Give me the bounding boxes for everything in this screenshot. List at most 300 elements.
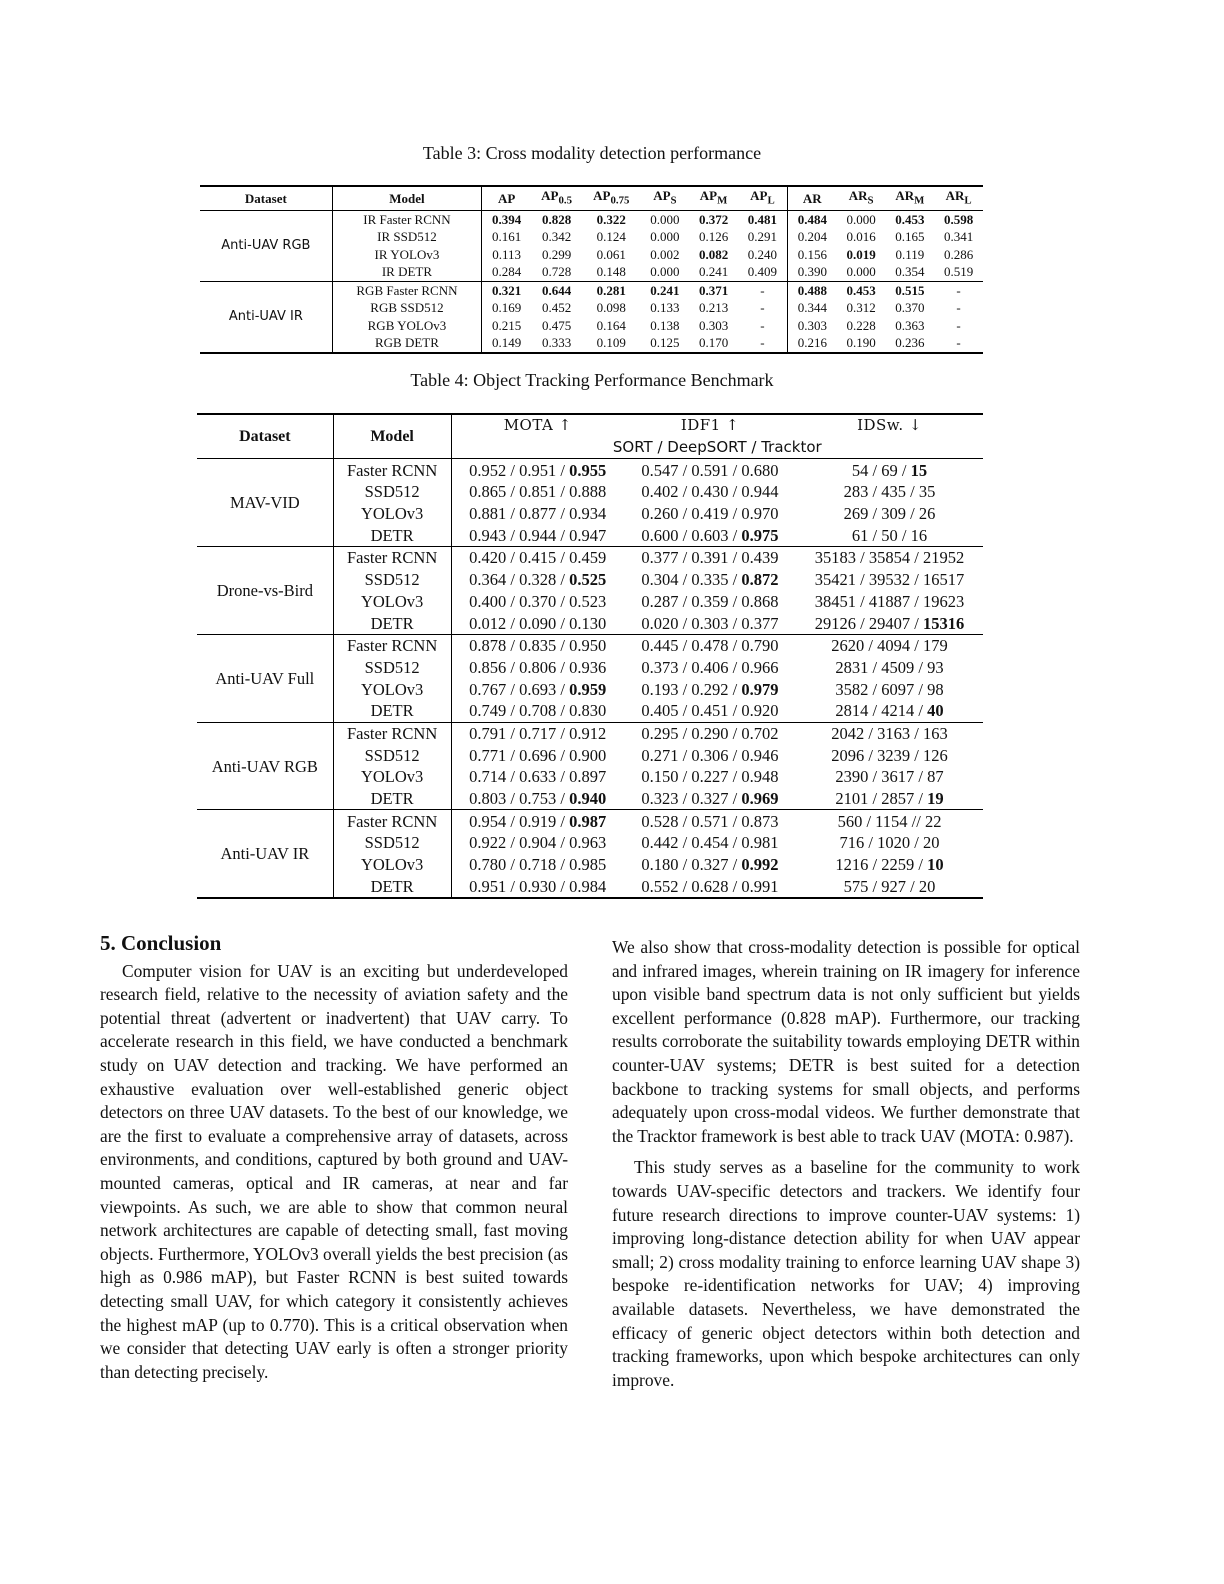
t4-idsw-cell: 29126 / 29407 / 15316	[814, 613, 965, 633]
t4-dataset-cell: Drone-vs-Bird	[197, 547, 333, 635]
metric-value: 0.717	[519, 723, 557, 743]
metric-value: 0.130	[569, 613, 607, 633]
t4-header-mota: MOTA ↑	[503, 416, 572, 435]
metric-value: 0.888	[569, 482, 607, 502]
t3-dataset-cell: Anti-UAV RGB	[200, 210, 332, 281]
t3-value-cell: -	[956, 300, 961, 316]
t4-model-cell: SSD512	[333, 832, 451, 854]
t4-model-cell: DETR	[333, 612, 451, 634]
metric-value: 0.400	[469, 591, 507, 611]
t3-header-model: Model	[332, 186, 481, 210]
metric-value: 2831	[835, 657, 869, 677]
t4-model-cell: Faster RCNN	[333, 459, 451, 481]
t4-idf1-cell: 0.402 / 0.430 / 0.944	[641, 482, 779, 502]
t3-value-cell: 0.598	[934, 210, 983, 228]
metric-value: 2259	[881, 855, 915, 875]
t4-model-cell: SSD512	[333, 481, 451, 503]
metric-value: 0.303	[691, 613, 729, 633]
metric-value: 0.791	[469, 723, 507, 743]
t4-idf1-cell: 0.193 / 0.292 / 0.979	[641, 679, 779, 699]
metric-value: 0.881	[469, 504, 507, 524]
t3-value-cell: -	[934, 281, 983, 299]
t3-value-cell: 0.000	[650, 229, 680, 245]
t3-value-cell: 0.291	[738, 228, 787, 246]
t4-idsw-cell: 560 / 1154 // 22	[796, 810, 983, 832]
metric-value: 0.951	[519, 460, 557, 480]
metric-value: 0.981	[741, 833, 779, 853]
metric-value: 716	[839, 833, 865, 853]
metric-value: 0.328	[519, 570, 557, 590]
metric-value: 0.391	[691, 548, 729, 568]
metric-value: 35183	[814, 548, 857, 568]
metric-value: 0.749	[469, 701, 507, 721]
t3-value-cell: 0.148	[596, 264, 626, 280]
metric-value: 0.478	[691, 636, 729, 656]
metric-value: 1154	[875, 811, 908, 831]
metric-value: 0.702	[741, 723, 779, 743]
t4-dataset-cell: Anti-UAV Full	[197, 634, 333, 722]
t3-value-cell: 0.204	[797, 229, 827, 245]
metric-value: 0.454	[691, 833, 729, 853]
metric-value: 4214	[881, 701, 915, 721]
t4-model-cell: DETR	[333, 875, 451, 898]
t3-value-cell: 0.281	[582, 281, 640, 299]
metric-value: 0.180	[641, 855, 679, 875]
t4-model-cell: Faster RCNN	[333, 810, 451, 832]
metric-value: 29407	[868, 613, 911, 633]
metric-value: 50	[881, 525, 898, 545]
t3-model-cell: RGB YOLOv3	[332, 317, 481, 335]
t4-model-cell: SSD512	[333, 657, 451, 679]
metric-value: 0.420	[469, 548, 507, 568]
table-row	[200, 210, 983, 228]
metric-value: 0.327	[691, 789, 729, 809]
metric-value: 0.951	[469, 876, 507, 896]
t4-mota-cell: 0.954 / 0.919 / 0.987	[451, 810, 624, 832]
t3-value-cell: 0.000	[837, 210, 886, 228]
t4-mota-cell: 0.943 / 0.944 / 0.947	[469, 525, 607, 545]
t3-value-cell: 0.240	[738, 246, 787, 264]
metric-value: 0.835	[519, 636, 557, 656]
metric-value: 309	[881, 504, 907, 524]
t3-value-cell: 0.409	[738, 263, 787, 281]
metric-value: 0.150	[641, 767, 679, 787]
metric-value: 0.327	[691, 855, 729, 875]
table4-caption: Table 4: Object Tracking Performance Benchmark	[410, 370, 774, 390]
table3-header-row	[200, 186, 983, 210]
metric-value: 0.552	[641, 876, 679, 896]
t4-idf1-cell: 0.600 / 0.603 / 0.975	[641, 525, 779, 545]
metric-value: 0.830	[569, 701, 607, 721]
metric-value: 0.090	[519, 613, 557, 633]
metric-value: 0.359	[691, 591, 729, 611]
t4-mota-cell: 0.951 / 0.930 / 0.984	[469, 876, 607, 896]
t3-value-cell: 0.161	[492, 229, 522, 245]
t3-header-apl: $AP_L$	[738, 186, 787, 210]
t3-value-cell: 0.728	[541, 264, 572, 280]
conclusion-paragraph-1: Computer vision for UAV is an exciting but underdeveloped research field, relative to the necessity of aviation safety and the potential threat (advertent or inadvertent) that UAV carry. To accelerate research in this field, we have conducted a benchmark study on UAV detection and tracking. We have performed an exhaustive evaluation over well-established generic object detectors on three UAV datasets. To the best of our knowledge, we are the first to evaluate a comprehensive array of datasets, across environments, and conditions, captured by both ground and UAV-mounted cameras, optical and IR cameras, at near and far viewpoints. As such, we are able to show that common neural network architectures are capable of detecting small, fast moving objects. Furthermore, YOLOv3 overall yields the best precision (as high as 0.986 mAP), but Faster RCNN is best suited towards detecting small UAV, for which category it consistently achieves the highest mAP (up to 0.770). This is a critical observation when we consider that detecting UAV early is often a stronger priority than detecting precisely.	[100, 960, 568, 1382]
metric-value: 38451	[814, 591, 857, 611]
metric-value: 0.271	[641, 745, 679, 765]
metric-value: 3239	[877, 745, 911, 765]
t3-value-cell: 0.390	[797, 264, 827, 280]
t4-dataset-cell: MAV-VID	[197, 459, 333, 547]
t3-header-arm: $AR_M$	[895, 188, 925, 207]
t4-idsw-cell: 2831 / 4509 / 93	[835, 657, 944, 677]
metric-value: 0.877	[519, 504, 557, 524]
metric-value: 0.445	[641, 636, 679, 656]
metric-value: 0.405	[641, 701, 679, 721]
section-heading: 5. Conclusion	[100, 931, 222, 955]
metric-value: 0.633	[519, 767, 557, 787]
t3-value-cell: 0.125	[650, 335, 680, 351]
metric-value: 0.292	[691, 679, 729, 699]
metric-value: 0.591	[691, 460, 729, 480]
metric-value: 0.406	[691, 657, 729, 677]
t4-idf1-cell: 0.271 / 0.306 / 0.946	[641, 745, 779, 765]
table-row	[197, 810, 983, 832]
metric-value: 0.708	[519, 701, 557, 721]
t3-value-cell: 0.372	[689, 210, 738, 228]
metric-value: 2620	[831, 636, 865, 656]
t4-mota-cell: 0.878 / 0.835 / 0.950	[451, 634, 624, 656]
conclusion-left-column	[100, 932, 568, 1384]
t4-idf1-cell: 0.445 / 0.478 / 0.790	[624, 634, 796, 656]
metric-value: 0.944	[519, 525, 557, 545]
metric-value: 2101	[835, 789, 869, 809]
t3-value-cell: 0.828	[531, 210, 582, 228]
metric-value: 0.930	[519, 876, 557, 896]
t4-idsw-cell: 2042 / 3163 / 163	[796, 722, 983, 744]
metric-value: 19623	[922, 591, 965, 611]
t3-header-ap: AP	[497, 190, 516, 206]
metric-value: 0.900	[569, 745, 607, 765]
t3-value-cell: 0.215	[492, 317, 522, 333]
metric-value: 0.920	[741, 701, 779, 721]
metric-value: 0.955	[569, 460, 607, 480]
metric-value: 0.718	[519, 855, 557, 875]
t3-model-cell: RGB SSD512	[332, 299, 481, 317]
t4-model-cell: YOLOv3	[333, 503, 451, 525]
table3-body	[200, 210, 983, 353]
metric-value: 560	[837, 811, 863, 831]
t3-value-cell: 0.113	[492, 246, 522, 262]
metric-value: 163	[922, 723, 948, 743]
t3-value-cell: 0.000	[641, 210, 690, 228]
metric-value: 575	[843, 876, 869, 896]
metric-value: 0.922	[469, 833, 507, 853]
metric-value: 0.873	[741, 811, 779, 831]
t4-model-cell: YOLOv3	[333, 591, 451, 613]
t3-value-cell: 0.109	[596, 335, 626, 351]
t4-mota-cell: 0.922 / 0.904 / 0.963	[469, 833, 607, 853]
t4-idf1-cell: 0.260 / 0.419 / 0.970	[641, 504, 779, 524]
t4-mota-cell: 0.881 / 0.877 / 0.934	[469, 504, 607, 524]
t4-idsw-cell: 61 / 50 / 16	[851, 525, 928, 545]
t3-value-cell: 0.394	[482, 210, 531, 228]
t3-value-cell: 0.286	[943, 246, 974, 262]
metric-value: 0.402	[641, 482, 679, 502]
t3-value-cell: 0.098	[596, 300, 626, 316]
metric-value: 0.912	[569, 723, 607, 743]
t4-model-cell: YOLOv3	[333, 854, 451, 876]
t3-header-ar: AR	[802, 190, 822, 206]
metric-value: 0.943	[469, 525, 507, 545]
metric-value: 0.790	[741, 636, 779, 656]
t4-mota-cell: 0.767 / 0.693 / 0.959	[469, 679, 607, 699]
t4-idsw-cell: 54 / 69 / 15	[796, 459, 983, 481]
metric-value: 0.985	[569, 855, 607, 875]
metric-value: 283	[843, 482, 869, 502]
metric-value: 0.979	[741, 679, 779, 699]
metric-value: 0.439	[741, 548, 779, 568]
t3-model-cell: IR Faster RCNN	[332, 210, 481, 228]
t4-mota-cell: 0.856 / 0.806 / 0.936	[469, 657, 607, 677]
table3-caption: Table 3: Cross modality detection performance	[422, 143, 762, 163]
metric-value: 0.547	[641, 460, 679, 480]
metric-value: 0.335	[691, 570, 729, 590]
metric-value: 0.304	[641, 570, 679, 590]
metric-value: 0.868	[741, 591, 779, 611]
metric-value: 2096	[831, 745, 865, 765]
t3-value-cell: 0.002	[650, 246, 680, 262]
t4-mota-cell: 0.952 / 0.951 / 0.955	[451, 459, 624, 481]
metric-value: 0.919	[519, 811, 557, 831]
t3-value-cell: 0.170	[698, 335, 729, 351]
t4-idsw-cell: 1216 / 2259 / 10	[835, 855, 944, 875]
t4-model-cell: SSD512	[333, 569, 451, 591]
t4-model-cell: Faster RCNN	[333, 634, 451, 656]
t3-model-cell: RGB DETR	[332, 334, 481, 353]
t3-value-cell: 0.370	[895, 300, 925, 316]
t3-dataset-cell: Anti-UAV IR	[200, 281, 332, 353]
metric-value: 10	[927, 855, 944, 875]
t4-idf1-cell: 0.180 / 0.327 / 0.992	[641, 855, 779, 875]
t3-model-cell: IR YOLOv3	[332, 246, 481, 264]
metric-value: 0.975	[741, 525, 779, 545]
metric-value: 0.806	[519, 657, 557, 677]
t4-idf1-cell: 0.150 / 0.227 / 0.948	[641, 767, 779, 787]
table4-body	[197, 459, 983, 898]
metric-value: 26	[918, 504, 936, 524]
t3-value-cell: 0.241	[698, 264, 729, 280]
metric-value: 0.442	[641, 833, 679, 853]
metric-value: 0.947	[569, 525, 607, 545]
metric-value: 0.767	[469, 679, 507, 699]
t4-idf1-cell: 0.287 / 0.359 / 0.868	[641, 591, 779, 611]
t3-value-cell: 0.190	[846, 335, 876, 351]
t3-value-cell: 0.453	[885, 210, 934, 228]
metric-value: 6097	[881, 679, 915, 699]
metric-value: 20	[918, 876, 936, 896]
metric-value: 0.950	[569, 636, 607, 656]
t4-dataset-cell: Anti-UAV IR	[197, 810, 333, 898]
metric-value: 0.948	[741, 767, 779, 787]
t4-idf1-cell: 0.020 / 0.303 / 0.377	[641, 613, 779, 633]
metric-value: 0.628	[691, 876, 729, 896]
metric-value: 0.963	[569, 833, 607, 853]
t3-value-cell: 0.165	[895, 229, 925, 245]
metric-value: 0.771	[469, 745, 507, 765]
metric-value: 0.227	[691, 767, 729, 787]
metric-value: 98	[927, 679, 944, 699]
t4-mota-cell: 0.803 / 0.753 / 0.940	[469, 789, 607, 809]
t3-header-ap75: $AP_{0.75}$	[593, 188, 630, 207]
t3-value-cell: -	[738, 281, 787, 299]
metric-value: 0.323	[641, 789, 679, 809]
t3-value-cell: -	[738, 317, 787, 335]
t3-value-cell: 0.000	[846, 264, 876, 280]
t3-value-cell: 0.321	[482, 281, 531, 299]
t4-model-cell: DETR	[333, 524, 451, 546]
table4	[197, 413, 983, 899]
t3-value-cell: -	[956, 335, 961, 351]
t3-value-cell: 0.303	[698, 317, 729, 333]
table-row	[197, 722, 983, 744]
t4-idsw-cell: 2096 / 3239 / 126	[831, 745, 948, 765]
t4-idsw-cell: 35183 / 35854 / 21952	[796, 547, 983, 569]
table3	[200, 185, 983, 354]
t3-value-cell: 0.149	[492, 335, 522, 351]
metric-value: 0.295	[641, 723, 679, 743]
t3-value-cell: -	[956, 317, 961, 333]
conclusion-paragraph-2: We also show that cross-modality detection is possible for optical and infrared images, wherein training on IR imagery for inference upon visible band spectrum data is not only sufficient but yields excellent performance (0.828 mAP). Furthermore, our tracking results corroborate the suitability towards employing DETR within counter-UAV systems; DETR is best suited for a detection backbone to tracking systems for small objects, and performs adequately upon cross-modal videos. We further demonstrate that the Tracktor framework is best able to track UAV (MOTA: 0.987).	[612, 937, 1080, 1146]
metric-value: 0.364	[469, 570, 507, 590]
metric-value: 0.954	[469, 811, 507, 831]
t3-value-cell: 0.133	[650, 300, 680, 316]
table-row	[200, 281, 983, 299]
t4-dataset-cell: Anti-UAV RGB	[197, 722, 333, 810]
t4-mota-cell: 0.791 / 0.717 / 0.912	[451, 722, 624, 744]
metric-value: 0.966	[741, 657, 779, 677]
t4-idsw-cell: 3582 / 6097 / 98	[835, 679, 944, 699]
metric-value: 0.865	[469, 482, 507, 502]
metric-value: 0.451	[691, 701, 729, 721]
metric-value: 0.370	[519, 591, 557, 611]
t3-value-cell: 0.341	[943, 229, 974, 245]
t3-value-cell: 0.019	[846, 246, 876, 262]
t4-header-dataset: Dataset	[197, 414, 333, 459]
metric-value: 93	[927, 657, 944, 677]
metric-value: 0.934	[569, 504, 607, 524]
t4-idsw-cell: 2620 / 4094 / 179	[796, 634, 983, 656]
metric-value: 0.878	[469, 636, 507, 656]
metric-value: 0.696	[519, 745, 557, 765]
metric-value: 29126	[814, 613, 857, 633]
t3-value-cell: 0.124	[596, 229, 626, 245]
t4-mota-cell: 0.012 / 0.090 / 0.130	[469, 613, 607, 633]
metric-value: 35421	[814, 570, 857, 590]
t4-subheader: SORT / DeepSORT / Tracktor	[612, 438, 822, 457]
metric-value: 0.984	[569, 876, 607, 896]
t3-header-apm: $AP_M$	[699, 188, 728, 207]
t3-value-cell: 0.216	[797, 335, 827, 351]
t4-header-model: Model	[333, 414, 451, 459]
metric-value: 0.969	[741, 789, 779, 809]
t4-header-idf1: IDF1 ↑	[680, 416, 740, 435]
t3-value-cell: 0.644	[531, 281, 582, 299]
metric-value: 0.904	[519, 833, 557, 853]
t3-value-cell: 0.344	[797, 300, 827, 316]
metric-value: 0.525	[569, 570, 607, 590]
metric-value: 0.856	[469, 657, 507, 677]
metric-value: 0.851	[519, 482, 557, 502]
metric-value: 2857	[881, 789, 915, 809]
metric-value: 0.753	[519, 789, 557, 809]
metric-value: 2390	[835, 767, 869, 787]
t3-value-cell: 0.354	[895, 264, 925, 280]
t4-idf1-cell: 0.552 / 0.628 / 0.991	[641, 876, 779, 896]
t4-mota-cell: 0.780 / 0.718 / 0.985	[469, 855, 607, 875]
metric-value: 0.803	[469, 789, 507, 809]
t4-idsw-cell: 716 / 1020 / 20	[839, 833, 940, 853]
metric-value: 0.991	[741, 876, 779, 896]
t3-value-cell: 0.475	[541, 317, 572, 333]
t4-mota-cell: 0.749 / 0.708 / 0.830	[469, 701, 607, 721]
metric-value: 1020	[877, 833, 911, 853]
t3-value-cell: -	[738, 299, 787, 317]
t3-value-cell: 0.082	[698, 246, 729, 262]
metric-value: 35	[918, 482, 936, 502]
t4-mota-cell: 0.400 / 0.370 / 0.523	[469, 591, 607, 611]
t3-value-cell: 0.322	[582, 210, 640, 228]
metric-value: 0.944	[741, 482, 779, 502]
metric-value: 0.603	[691, 525, 729, 545]
conclusion-right-column	[612, 936, 1080, 1392]
t3-value-cell: 0.213	[698, 300, 729, 316]
t4-model-cell: YOLOv3	[333, 766, 451, 788]
t3-value-cell: 0.481	[738, 210, 787, 228]
metric-value: 0.290	[691, 723, 729, 743]
t4-idf1-cell: 0.528 / 0.571 / 0.873	[624, 810, 796, 832]
t3-value-cell: 0.303	[797, 317, 827, 333]
metric-value: 3163	[877, 723, 911, 743]
t3-value-cell: 0.284	[492, 264, 522, 280]
t3-value-cell: 0.236	[895, 335, 925, 351]
t3-value-cell: 0.371	[689, 281, 738, 299]
metric-value: 269	[843, 504, 869, 524]
metric-value: 0.987	[569, 811, 607, 831]
t4-idsw-cell: 38451 / 41887 / 19623	[814, 591, 965, 611]
t4-idf1-cell: 0.442 / 0.454 / 0.981	[641, 833, 779, 853]
metric-value: 3582	[835, 679, 869, 699]
t3-value-cell: 0.312	[846, 300, 876, 316]
metric-value: 0.020	[641, 613, 679, 633]
metric-value: 16	[910, 525, 928, 545]
metric-value: 0.415	[519, 548, 557, 568]
metric-value: 0.946	[741, 745, 779, 765]
metric-value: 3617	[881, 767, 915, 787]
metric-value: 0.940	[569, 789, 607, 809]
metric-value: 0.373	[641, 657, 679, 677]
metric-value: 0.528	[641, 811, 679, 831]
t3-header-dataset: Dataset	[200, 186, 332, 210]
t3-value-cell: 0.061	[596, 246, 626, 262]
metric-value: 0.430	[691, 482, 729, 502]
metric-value: 179	[922, 636, 948, 656]
metric-value: 15316	[922, 613, 965, 633]
t4-idsw-cell: 283 / 435 / 35	[843, 482, 936, 502]
metric-value: 4094	[877, 636, 911, 656]
metric-value: 54	[851, 460, 869, 480]
t4-idsw-cell: 575 / 927 / 20	[843, 876, 936, 896]
metric-value: 0.936	[569, 657, 607, 677]
metric-value: 41887	[868, 591, 911, 611]
t3-header-arl: $AR_L$	[945, 188, 972, 207]
t3-model-cell: RGB Faster RCNN	[332, 281, 481, 299]
table-row	[197, 634, 983, 656]
table-row	[197, 459, 983, 481]
